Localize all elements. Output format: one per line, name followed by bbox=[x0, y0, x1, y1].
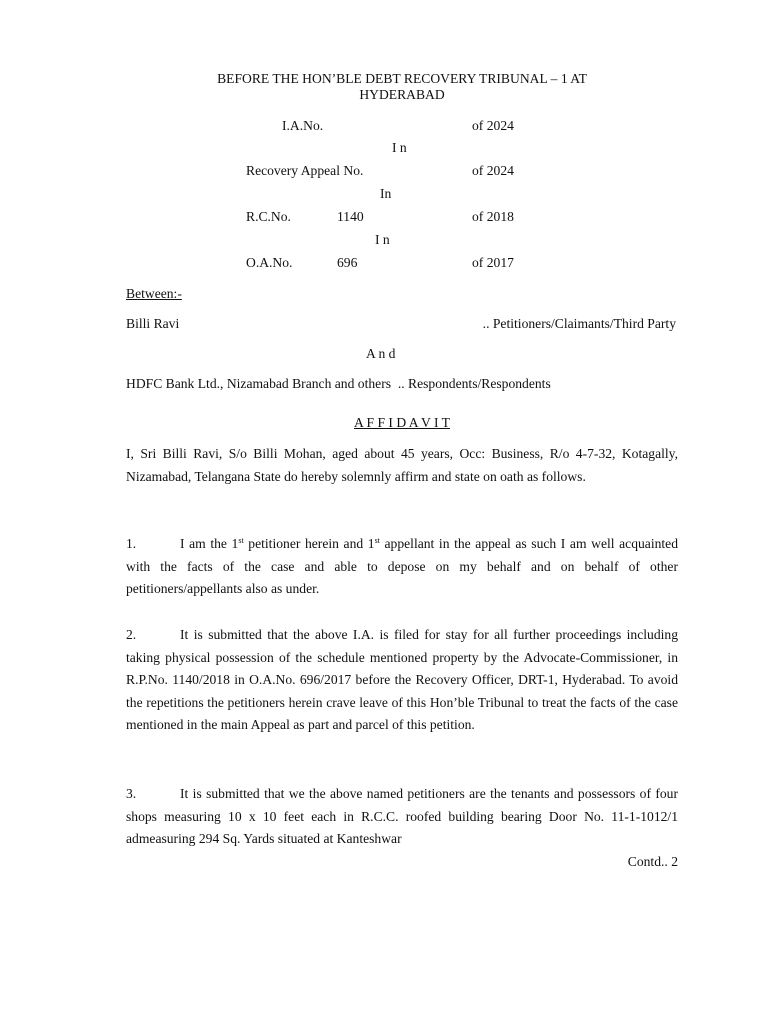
paragraph-2-text: It is submitted that the above I.A. is filed for stay for all further proceedings including taking physical possession of the schedule mentioned property by the Advocate-Commissioner, in R.P.No. 1140/2018 in O.A.No. 696/2017 before the Recovery Officer, DRT-1, Hyderabad. To avoid the repetitions the petitioners herein crave leave of this Hon’ble Tribunal to treat the facts of the case mentioned in the main Appeal as part and parcel of this petition. bbox=[126, 627, 678, 733]
paragraph-1-text-c: appellant in the appeal as such I am well acquainted with the facts of the case and able to depose on my behalf and on behalf of other petitioners/appellants also as under. bbox=[126, 536, 679, 597]
paragraph-2 bbox=[126, 624, 678, 737]
tribunal-title-line1: BEFORE THE HON’BLE DEBT RECOVERY TRIBUNAL – 1 AT bbox=[217, 71, 587, 86]
in-connector-3: I n bbox=[375, 232, 390, 247]
oa-label: O.A.No. bbox=[246, 255, 293, 270]
paragraph-3-text: It is submitted that we the above named petitioners are the tenants and possessors of four shops measuring 10 x 10 feet each in R.C.C. roofed building bearing Door No. 11-1-1012/1 admeasuring 294 Sq. Yards situated at Kanteshwar bbox=[126, 786, 678, 847]
petitioner-role: .. Petitioners/Claimants/Third Party bbox=[482, 316, 676, 331]
paragraph-1-number: 1. bbox=[126, 536, 137, 551]
in-connector-1: I n bbox=[392, 140, 407, 155]
superscript-st-1: st bbox=[238, 536, 244, 546]
superscript-st-2: st bbox=[374, 536, 380, 546]
rc-year: of 2018 bbox=[472, 209, 514, 224]
continued-marker: Contd.. 2 bbox=[627, 854, 678, 869]
paragraph-1 bbox=[126, 533, 678, 601]
in-connector-2: In bbox=[380, 186, 392, 201]
tribunal-title-line2: HYDERABAD bbox=[359, 87, 445, 102]
petitioner-name: Billi Ravi bbox=[126, 316, 180, 331]
paragraph-2-number: 2. bbox=[126, 627, 137, 642]
affidavit-intro: I, Sri Billi Ravi, S/o Billi Mohan, aged about 45 years, Occ: Business, R/o 4-7-32, Kotagally, Nizamabad, Telangana State do hereby solemnly affirm and state on oath as follows. bbox=[126, 446, 678, 484]
and-separator: A n d bbox=[366, 346, 396, 361]
oa-year: of 2017 bbox=[472, 255, 514, 270]
rc-label: R.C.No. bbox=[246, 209, 291, 224]
ia-label: I.A.No. bbox=[282, 118, 324, 133]
rc-number: 1140 bbox=[337, 209, 364, 224]
paragraph-3 bbox=[126, 783, 678, 851]
respondent-line: HDFC Bank Ltd., Nizamabad Branch and others .. Respondents/Respondents bbox=[126, 376, 551, 391]
affidavit-heading: A F F I D A V I T bbox=[354, 415, 450, 430]
recovery-appeal-label: Recovery Appeal No. bbox=[246, 163, 364, 178]
between-label: Between:- bbox=[126, 286, 182, 301]
paragraph-3-number: 3. bbox=[126, 786, 137, 801]
paragraph-1-text-a: I am the 1 bbox=[180, 536, 239, 551]
oa-number: 696 bbox=[337, 255, 358, 270]
recovery-appeal-year: of 2024 bbox=[472, 163, 514, 178]
paragraph-1-text-b: petitioner herein and 1 bbox=[243, 536, 375, 551]
ia-year: of 2024 bbox=[472, 118, 514, 133]
